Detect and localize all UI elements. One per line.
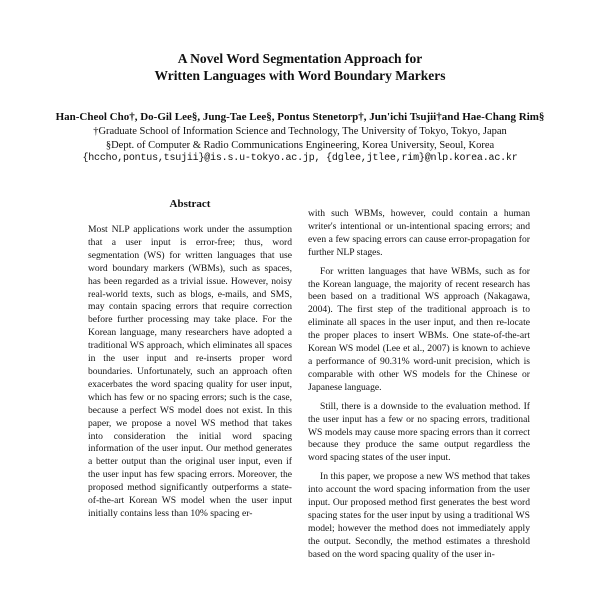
body-column [308, 208, 530, 568]
title-line-1: A Novel Word Segmentation Approach for [177, 51, 423, 66]
abstract-text: Most NLP applications work under the assumption that a user input is error-free; thus, word segmentation (WS) for written languages that use word boundary markers (WBMs), such as spaces, has been regarded as a trivial issue. However, noisy real-world texts, such as blogs, e-mails, and SMS, may contain spacing errors that require correction before further processing may take place. For the Korean language, many researchers have adopted a traditional WS approach, which eliminates all spaces in the user input and re-inserts proper word boundaries. Unfortunately, such an approach often exacerbates the word spacing quality for user input, which has few or no spacing errors; such is the case, because a perfect WS model does not exist. In this paper, we propose a novel WS method that takes into consideration the initial word spacing information of the user input. Our method generates a better output than the original user input, even if the user input has few spacing errors. Moreover, the proposed method significantly outperforms a state-of-the-art Korean WS model when the user input initially contains less than 10% spacing er- [88, 224, 292, 519]
abstract-heading: Abstract [169, 198, 211, 210]
body-paragraph-2: For written languages that have WBMs, such as for the Korean language, the majority of recent research has been based on a traditional WS approach (Nakagawa, 2004). The first step of the traditional approach is to eliminate all spaces in the user input, and then re-locate the proper places to insert WBMs. One state-of-the-art Korean WS model (Lee et al., 2007) is known to achieve a performance of 90.31% word-unit precision, which is comparable with other WS models for the Chinese or Japanese language. [308, 265, 530, 393]
title-line-2: Written Languages with Word Boundary Markers [154, 68, 446, 83]
body-paragraph-4: In this paper, we propose a new WS method that takes into account the word spacing information from the user input. Our proposed method first generates the best word spacing states for the user input by using a traditional WS model; however the method does not immediately apply the output. Secondly, the method estimates a threshold based on the word spacing quality of the user in- [308, 471, 530, 560]
body-paragraph-3: Still, there is a downside to the evaluation method. If the user input has a few or no spacing errors, traditional WS models may cause more spacing errors than it correct because they produce the same output regardless the word spacing states of the user input. [308, 400, 530, 464]
body-paragraph-1: with such WBMs, however, could contain a human writer's intentional or un-intentional spacing errors; and even a few spacing errors can cause error-propagation for further NLP stages. [308, 208, 530, 258]
author-list: Han-Cheol Cho†, Do-Gil Lee§, Jung-Tae Lee§, Pontus Stenetorp†, Jun'ichi Tsujii†and Hae-Chang Rim§ [55, 111, 545, 123]
author-emails: {hccho,pontus,tsujii}@is.s.u-tokyo.ac.jp, {dglee,jtlee,rim}@nlp.korea.ac.kr [82, 153, 518, 164]
paper-title [0, 50, 600, 84]
abstract-column [88, 224, 292, 521]
affiliation-korea: §Dept. of Computer & Radio Communications Engineering, Korea University, Seoul, Korea [105, 140, 495, 151]
affiliation-tokyo: †Graduate School of Information Science and Technology, The University of Tokyo, Tokyo, Japan [93, 126, 507, 137]
